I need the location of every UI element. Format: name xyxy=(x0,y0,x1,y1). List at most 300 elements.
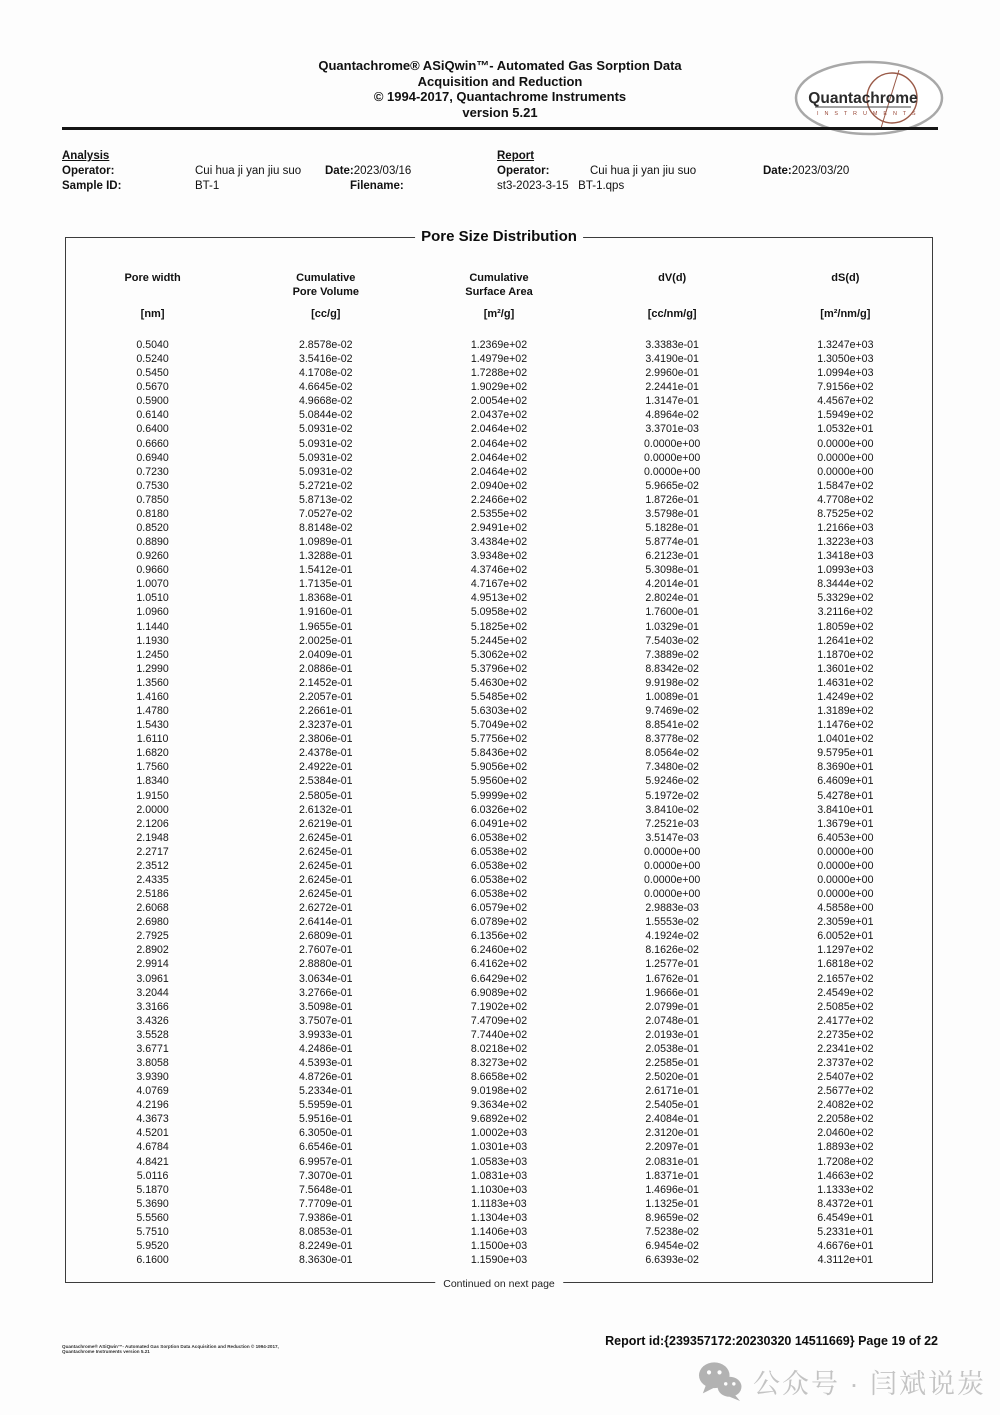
table-cell: 1.1304e+03 xyxy=(470,1211,528,1224)
table-cell: 5.4630e+02 xyxy=(470,676,528,689)
table-cell: 5.9516e-01 xyxy=(298,1113,353,1126)
table-cell: 4.1924e-02 xyxy=(645,930,699,943)
table-cell: 1.5430 xyxy=(136,719,169,732)
table-cell: 4.4567e+02 xyxy=(817,395,874,408)
table-cell: 2.6171e-01 xyxy=(645,1085,699,1098)
table-cell: 2.0538e-01 xyxy=(645,1042,699,1055)
table-cell: 0.0000e+00 xyxy=(817,873,874,886)
table-cell: 5.5485e+02 xyxy=(470,690,528,703)
table-cell: 1.5949e+02 xyxy=(817,409,874,422)
table-cell: 5.9056e+02 xyxy=(470,761,528,774)
table-cell: 1.2577e-01 xyxy=(645,958,699,971)
continued-note: Continued on next page xyxy=(435,1278,563,1290)
table-cell: 0.8520 xyxy=(136,522,169,535)
report-operator-row xyxy=(497,164,938,179)
table-cell: 4.0769 xyxy=(136,1085,169,1098)
table-row xyxy=(66,521,932,535)
table-cell: 2.2441e-01 xyxy=(645,381,699,394)
table-cell: 1.1183e+03 xyxy=(471,1197,527,1210)
table-cell: 5.1870 xyxy=(136,1183,169,1196)
table-row xyxy=(66,507,932,521)
watermark xyxy=(697,1356,1000,1406)
table-cell: 5.9665e-02 xyxy=(645,479,699,492)
table-cell: 3.6771 xyxy=(136,1042,169,1055)
table-row xyxy=(66,972,932,986)
table-cell: 2.0460e+02 xyxy=(817,1127,874,1140)
table-cell: 2.9883e-03 xyxy=(645,902,699,915)
table-cell: 3.7507e-01 xyxy=(298,1014,353,1027)
table-cell: 1.3223e+03 xyxy=(817,536,874,549)
table-cell: 2.7925 xyxy=(136,930,169,943)
table-cell: 2.5085e+02 xyxy=(817,1000,874,1013)
table-cell: 9.0198e+02 xyxy=(470,1085,528,1098)
table-cell: 2.5355e+02 xyxy=(470,507,528,520)
table-row xyxy=(66,366,932,380)
table-row xyxy=(66,957,932,971)
table-row xyxy=(66,1112,932,1126)
table-cell: 6.4162e+02 xyxy=(470,958,528,971)
table-cell: 8.8148e-02 xyxy=(298,522,353,535)
table-row xyxy=(66,1000,932,1014)
table-cell: 5.9520 xyxy=(136,1240,169,1252)
table-cell: 2.6245e-01 xyxy=(298,831,353,844)
table-cell: 1.9655e-01 xyxy=(298,620,353,633)
table-cell: 2.0886e-01 xyxy=(298,662,353,675)
table-row xyxy=(66,774,932,788)
table-cell: 2.3512 xyxy=(136,859,169,872)
table-cell: 5.1972e-02 xyxy=(645,789,699,802)
table-cell: 2.0940e+02 xyxy=(470,479,528,492)
table-cell: 7.7440e+02 xyxy=(470,1028,528,1041)
table-cell: 1.4663e+02 xyxy=(817,1169,874,1182)
table-cell: 3.2044 xyxy=(136,986,169,999)
report-filename-row xyxy=(497,179,938,194)
table-cell: 3.9933e-01 xyxy=(298,1028,353,1041)
analysis-operator-row xyxy=(62,164,492,179)
table-row xyxy=(66,887,932,901)
header-line-2: Acquisition and Reduction xyxy=(417,73,583,89)
table-cell: 4.8726e-01 xyxy=(298,1071,353,1084)
table-cell: 4.8421 xyxy=(136,1155,169,1168)
analysis-operator-value: Cui hua ji yan jiu suo xyxy=(195,165,302,177)
table-cell: 1.3288e-01 xyxy=(298,550,353,563)
table-cell: 5.9999e+02 xyxy=(470,789,528,802)
table-cell: 2.2585e-01 xyxy=(645,1056,699,1069)
table-cell: 5.3796e+02 xyxy=(470,662,528,675)
table-cell: 2.7607e-01 xyxy=(298,944,353,957)
quantachrome-logo-icon xyxy=(793,58,945,138)
table-row xyxy=(66,380,932,394)
table-cell: 0.8180 xyxy=(136,507,169,520)
table-row xyxy=(66,1126,932,1140)
table-row xyxy=(66,1042,932,1056)
table-row xyxy=(66,437,932,451)
table-body xyxy=(66,338,932,1267)
table-cell: 8.6658e+02 xyxy=(470,1071,528,1084)
table-cell: 1.1500e+03 xyxy=(470,1240,528,1252)
table-cell: 2.6132e-01 xyxy=(298,803,353,816)
table-cell: 4.5858e+00 xyxy=(817,902,874,915)
table-row xyxy=(66,1155,932,1169)
table-cell: 4.5201 xyxy=(136,1127,169,1140)
table-cell: 0.6940 xyxy=(136,451,169,464)
table-cell: 5.8774e-01 xyxy=(645,536,699,549)
table-cell: 2.3120e-01 xyxy=(645,1127,699,1140)
table-cell: 2.0831e-01 xyxy=(645,1155,699,1168)
table-cell: 5.9560e+02 xyxy=(470,775,528,788)
table-cell: 2.0409e-01 xyxy=(298,648,353,661)
table-cell: 2.2466e+02 xyxy=(470,493,528,506)
table-row xyxy=(66,915,932,929)
table-row xyxy=(66,1239,932,1253)
table-cell: 0.0000e+00 xyxy=(817,845,874,858)
table-cell: 6.0789e+02 xyxy=(470,916,528,929)
table-row xyxy=(66,676,932,690)
sample-id-label: Sample ID: xyxy=(62,180,122,192)
table-cell: 1.1930 xyxy=(136,634,169,647)
table-cell: 0.0000e+00 xyxy=(644,845,701,858)
table-cell: 2.3737e+02 xyxy=(817,1056,874,1069)
table-cell: 1.1406e+03 xyxy=(470,1225,528,1238)
table-cell: 0.0000e+00 xyxy=(644,873,701,886)
table-cell: 1.4160 xyxy=(136,690,169,703)
table-cell: 1.0070 xyxy=(136,578,169,591)
table-cell: 2.5384e-01 xyxy=(298,775,353,788)
table-row xyxy=(66,760,932,774)
report-date-value: 2023/03/20 xyxy=(791,165,850,177)
table-cell: 5.0931e-02 xyxy=(298,451,353,464)
sample-id-value: BT-1 xyxy=(195,180,220,192)
table-cell: 1.6818e+02 xyxy=(817,958,874,971)
wechat-icon xyxy=(697,1360,743,1402)
header-line-3: © 1994-2017, Quantachrome Instruments xyxy=(373,89,627,104)
table-cell: 5.4278e+01 xyxy=(817,789,874,802)
table-cell: 4.5393e-01 xyxy=(298,1056,353,1069)
table-cell: 8.0218e+02 xyxy=(470,1042,528,1055)
table-cell: 2.6245e-01 xyxy=(298,859,353,872)
table-cell: 3.3166 xyxy=(136,1000,169,1013)
table-cell: 4.6676e+01 xyxy=(817,1240,874,1252)
table-cell: 7.7709e-01 xyxy=(298,1197,353,1210)
table-cell: 0.5450 xyxy=(136,367,169,380)
table-cell: 0.8890 xyxy=(136,536,169,549)
table-cell: 2.2735e+02 xyxy=(817,1028,874,1041)
table-cell: 2.5405e-01 xyxy=(645,1099,699,1112)
table-cell: 1.8893e+02 xyxy=(817,1141,874,1154)
table-cell: 0.7230 xyxy=(136,465,169,478)
table-row xyxy=(66,845,932,859)
table-row xyxy=(66,620,932,634)
table-cell: 4.3746e+02 xyxy=(470,564,528,577)
table-cell: 2.1206 xyxy=(136,817,169,830)
table-cell: 5.2331e+01 xyxy=(817,1225,874,1238)
table-cell: 7.0527e-02 xyxy=(298,507,353,520)
table-row xyxy=(66,648,932,662)
table-cell: 6.2460e+02 xyxy=(470,944,528,957)
table-cell: 8.4372e+01 xyxy=(817,1197,874,1210)
table-cell: 8.3690e+01 xyxy=(817,761,874,774)
table-cell: 3.5798e-01 xyxy=(645,507,699,520)
table-cell: 1.1440 xyxy=(136,620,169,633)
table-row xyxy=(66,901,932,915)
table-row xyxy=(66,591,932,605)
footer-left-text: Quantachrome® ASiQwin™- Automated Gas Sorption Data Acquisition and Reduction © 1994-2017, Quantachrome Instruments version 5.21 xyxy=(62,1344,279,1354)
table-cell: 5.3062e+02 xyxy=(470,648,528,661)
table-cell: 1.4979e+02 xyxy=(470,353,528,366)
footer-report-id: Report id:{239357172:20230320 14511669} Page 19 of 22 xyxy=(605,1334,938,1348)
table-cell: 3.5528 xyxy=(136,1028,169,1041)
table-cell: 1.0532e+01 xyxy=(817,423,874,436)
table-row xyxy=(66,563,932,577)
table-cell: 2.2097e-01 xyxy=(645,1141,699,1154)
report-section-title: Report xyxy=(497,150,535,162)
table-cell: 2.0025e-01 xyxy=(298,634,353,647)
table-cell: 1.6820 xyxy=(136,747,169,760)
table-cell: 2.0437e+02 xyxy=(470,409,528,422)
table-cell: 8.2249e-01 xyxy=(298,1240,353,1252)
analysis-date-value: 2023/03/16 xyxy=(353,165,412,177)
table-cell: 9.7469e-02 xyxy=(645,705,699,718)
table-cell: 6.0052e+01 xyxy=(817,930,874,943)
table-cell: 0.5900 xyxy=(136,395,169,408)
table-row xyxy=(66,1070,932,1084)
table-cell: 2.6068 xyxy=(136,902,169,915)
table-cell: 1.1333e+02 xyxy=(817,1183,874,1196)
table-cell: 7.3889e-02 xyxy=(645,648,699,661)
analysis-operator-label: Operator: xyxy=(62,165,115,177)
table-cell: 5.1828e-01 xyxy=(645,522,699,535)
table-cell: 1.9150 xyxy=(136,789,169,802)
table-cell: 6.0538e+02 xyxy=(470,873,528,886)
table-cell: 6.0538e+02 xyxy=(470,888,528,901)
table-cell: 1.5553e-02 xyxy=(645,916,699,929)
column-header-cumulative-surface-area: Cumulative Surface Area [m²/g] xyxy=(465,272,533,320)
table-cell: 7.2521e-03 xyxy=(645,817,699,830)
table-cell: 5.0844e-02 xyxy=(298,409,353,422)
table-row xyxy=(66,986,932,1000)
table-cell: 2.6980 xyxy=(136,916,169,929)
table-cell: 7.9386e-01 xyxy=(298,1211,353,1224)
table-cell: 1.7208e+02 xyxy=(817,1155,874,1168)
table-cell: 7.3070e-01 xyxy=(298,1169,353,1182)
table-cell: 2.2058e+02 xyxy=(817,1113,874,1126)
table-cell: 1.3147e-01 xyxy=(645,395,699,408)
table-cell: 2.5407e+02 xyxy=(817,1071,874,1084)
analysis-date-label: Date: xyxy=(325,165,354,177)
table-cell: 1.0510 xyxy=(136,592,169,605)
table-cell: 5.7049e+02 xyxy=(470,719,528,732)
table-cell: 5.9246e-02 xyxy=(645,775,699,788)
table-cell: 2.0799e-01 xyxy=(645,1000,699,1013)
table-cell: 5.3098e-01 xyxy=(645,564,699,577)
table-cell: 1.4249e+02 xyxy=(817,690,874,703)
table-row xyxy=(66,535,932,549)
table-cell: 0.0000e+00 xyxy=(817,437,874,450)
table-cell: 3.4326 xyxy=(136,1014,169,1027)
table-cell: 2.3059e+01 xyxy=(817,916,874,929)
table-cell: 2.1657e+02 xyxy=(817,972,874,985)
table-cell: 3.5098e-01 xyxy=(298,1000,353,1013)
table-row xyxy=(66,704,932,718)
table-cell: 4.7708e+02 xyxy=(817,493,874,506)
table-cell: 2.9914 xyxy=(136,958,169,971)
table-cell: 1.7560 xyxy=(136,761,169,774)
table-header xyxy=(66,271,932,321)
table-cell: 2.4549e+02 xyxy=(817,986,874,999)
table-cell: 1.1590e+03 xyxy=(470,1254,528,1267)
table-cell: 3.3383e-01 xyxy=(645,339,699,351)
table-cell: 3.9390 xyxy=(136,1071,169,1084)
table-cell: 2.6245e-01 xyxy=(298,888,353,901)
table-cell: 2.6809e-01 xyxy=(298,930,353,943)
table-cell: 1.4780 xyxy=(136,705,169,718)
table-cell: 6.4053e+00 xyxy=(817,831,874,844)
table-cell: 5.6303e+02 xyxy=(470,705,528,718)
table-cell: 8.9659e-02 xyxy=(645,1211,699,1224)
table-cell: 8.8541e-02 xyxy=(645,719,699,732)
table-row xyxy=(66,732,932,746)
watermark-text: 公众号 · 闫斌说炭 xyxy=(753,1368,986,1399)
table-cell: 3.4190e-01 xyxy=(645,353,699,366)
table-cell: 2.8902 xyxy=(136,944,169,957)
table-cell: 4.3673 xyxy=(136,1113,169,1126)
table-cell: 2.0000 xyxy=(136,803,169,816)
table-row xyxy=(66,1253,932,1267)
column-header-pore-width: Pore width [nm] xyxy=(124,272,181,320)
table-cell: 1.1476e+02 xyxy=(817,719,874,732)
filename-label: Filename: xyxy=(350,180,404,192)
table-row xyxy=(66,451,932,465)
table-row xyxy=(66,1098,932,1112)
table-row xyxy=(66,634,932,648)
table-cell: 3.0961 xyxy=(136,972,169,985)
table-cell: 7.5403e-02 xyxy=(645,634,699,647)
table-cell: 6.9089e+02 xyxy=(470,986,528,999)
table-cell: 3.8058 xyxy=(136,1056,169,1069)
table-cell: 2.3237e-01 xyxy=(298,719,353,732)
table-cell: 1.4696e-01 xyxy=(645,1183,699,1196)
table-row xyxy=(66,1028,932,1042)
table-cell: 2.4082e+02 xyxy=(817,1099,874,1112)
table-cell: 1.0301e+03 xyxy=(470,1141,528,1154)
table-cell: 2.0054e+02 xyxy=(470,395,528,408)
table-cell: 1.1325e-01 xyxy=(645,1197,699,1210)
table-cell: 6.0538e+02 xyxy=(470,845,528,858)
table-row xyxy=(66,352,932,366)
table-cell: 8.3778e-02 xyxy=(645,733,699,746)
table-cell: 1.3560 xyxy=(136,676,169,689)
table-cell: 5.3690 xyxy=(136,1197,169,1210)
table-cell: 4.2486e-01 xyxy=(298,1042,353,1055)
table-row xyxy=(66,789,932,803)
table-cell: 5.0116 xyxy=(136,1169,169,1182)
table-cell: 4.3112e+01 xyxy=(817,1254,874,1267)
table-cell: 1.3679e+01 xyxy=(817,817,874,830)
report-operator-value: Cui hua ji yan jiu suo xyxy=(590,165,697,177)
table-cell: 1.0994e+03 xyxy=(817,367,874,380)
table-cell: 2.1452e-01 xyxy=(298,676,353,689)
table-cell: 0.0000e+00 xyxy=(817,859,874,872)
table-cell: 3.5147e-03 xyxy=(645,831,699,844)
table-cell: 2.6245e-01 xyxy=(298,845,353,858)
table-cell: 1.3189e+02 xyxy=(817,705,874,718)
table-cell: 3.4384e+02 xyxy=(470,536,528,549)
table-cell: 9.9198e-02 xyxy=(645,676,699,689)
logo-subtext: I N S T R U M E N T S xyxy=(817,111,918,117)
analysis-section-title: Analysis xyxy=(62,150,110,162)
table-cell: 2.5805e-01 xyxy=(298,789,353,802)
table-cell: 7.5648e-01 xyxy=(298,1183,353,1196)
table-row xyxy=(66,394,932,408)
table-cell: 6.0491e+02 xyxy=(470,817,528,830)
table-cell: 2.0748e-01 xyxy=(645,1014,699,1027)
table-cell: 6.9454e-02 xyxy=(645,1240,699,1252)
header-divider xyxy=(62,127,938,130)
table-cell: 1.7135e-01 xyxy=(298,578,353,591)
table-cell: 1.2369e+02 xyxy=(470,339,528,351)
table-cell: 1.1870e+02 xyxy=(817,648,874,661)
header-line-4: version 5.21 xyxy=(462,104,538,120)
table-row xyxy=(66,1183,932,1197)
table-cell: 2.8578e-02 xyxy=(298,339,353,351)
pore-size-distribution-table xyxy=(65,228,933,1290)
table-cell: 3.0634e-01 xyxy=(298,972,353,985)
table-cell: 7.3480e-02 xyxy=(645,761,699,774)
table-cell: 5.0931e-02 xyxy=(298,423,353,436)
table-cell: 0.0000e+00 xyxy=(644,888,701,901)
table-cell: 5.1825e+02 xyxy=(470,620,528,633)
analysis-sample-row xyxy=(62,179,492,194)
table-cell: 8.3630e-01 xyxy=(298,1254,353,1267)
table-cell: 1.6762e-01 xyxy=(645,972,699,985)
table-cell: 0.7850 xyxy=(136,493,169,506)
table-cell: 6.1600 xyxy=(136,1254,169,1267)
table-cell: 8.0564e-02 xyxy=(645,747,699,760)
table-cell: 5.8436e+02 xyxy=(470,747,528,760)
table-row xyxy=(66,465,932,479)
table-cell: 6.6546e-01 xyxy=(298,1141,353,1154)
table-cell: 1.0002e+03 xyxy=(470,1127,528,1140)
table-cell: 1.2990 xyxy=(136,662,169,675)
table-cell: 2.5677e+02 xyxy=(817,1085,874,1098)
table-cell: 5.5959e-01 xyxy=(298,1099,353,1112)
report-filename-value: st3-2023-3-15 BT-1.qps xyxy=(497,180,625,192)
table-cell: 1.0831e+03 xyxy=(470,1169,528,1182)
table-cell: 9.5795e+01 xyxy=(817,747,874,760)
table-cell: 6.0579e+02 xyxy=(470,902,528,915)
table-cell: 1.8726e-01 xyxy=(645,493,699,506)
table-row xyxy=(66,1084,932,1098)
table-cell: 0.9260 xyxy=(136,550,169,563)
table-cell: 0.0000e+00 xyxy=(644,465,701,478)
table-cell: 2.2717 xyxy=(136,845,169,858)
table-cell: 1.7288e+02 xyxy=(470,367,528,380)
table-cell: 6.1356e+02 xyxy=(470,930,528,943)
table-cell: 0.0000e+00 xyxy=(817,465,874,478)
table-row xyxy=(66,493,932,507)
table-cell: 5.0931e-02 xyxy=(298,465,353,478)
table-row xyxy=(66,1225,932,1239)
table-row xyxy=(66,605,932,619)
table-cell: 1.3418e+03 xyxy=(817,550,874,563)
table-row xyxy=(66,1140,932,1154)
table-cell: 4.7167e+02 xyxy=(470,578,528,591)
table-cell: 5.0958e+02 xyxy=(470,606,528,619)
table-cell: 8.8342e-02 xyxy=(645,662,699,675)
table-row xyxy=(66,690,932,704)
table-cell: 2.4177e+02 xyxy=(817,1014,874,1027)
table-cell: 7.4709e+02 xyxy=(470,1014,528,1027)
